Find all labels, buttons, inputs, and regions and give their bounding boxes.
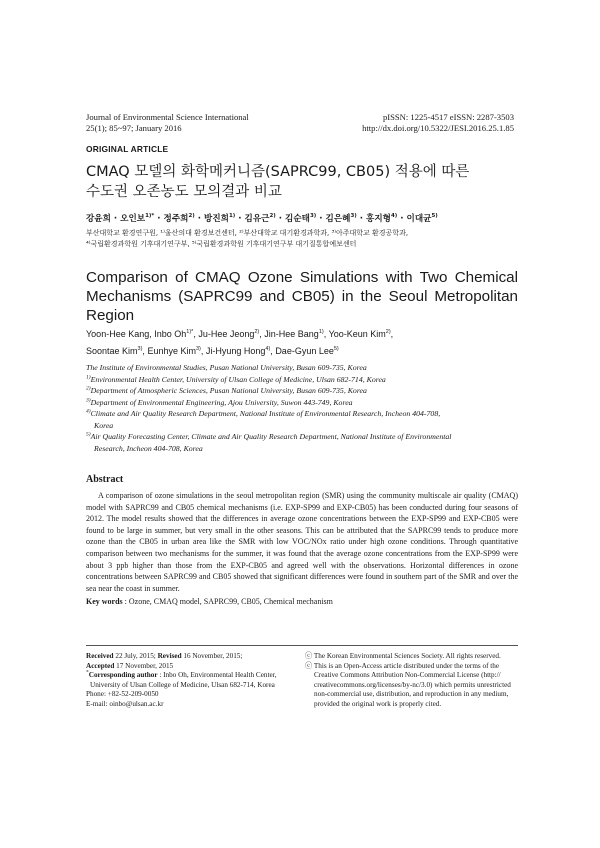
corresponding-text: : Inbo Oh, Environmental Health Center, — [157, 671, 277, 680]
journal-name: Journal of Environmental Science International — [86, 112, 249, 122]
english-author-line1: Yoon-Hee Kang, Inbo $Oh^{1)*}$, Ju-Hee Jeong$^{2)}$, Jin-Hee Bang$^{1)}$, Yoo-Keun Kim$^{2)}$, — [86, 329, 394, 339]
abstract-heading: Abstract — [86, 474, 124, 485]
license-line4: non-commercial use, distribution, and reproduction in any medium, — [314, 690, 509, 699]
journal-doi[interactable]: http://dx.doi.org/10.5322/JESI.2016.25.1.85 — [362, 123, 514, 133]
korean-title-line2: 수도권 오존농도 모의결과 비교 — [86, 184, 282, 200]
affiliation-marker: 3) — [86, 396, 91, 403]
english-title-line1: Comparison of CMAQ Ozone Simulations with Two Chemical — [86, 269, 518, 286]
affiliation-item — [86, 397, 518, 409]
english-title-line2: Mechanisms (SAPRC99 and CB05) in the Seoul Metropolitan — [86, 288, 518, 305]
affiliation-marker: 1) — [86, 373, 91, 380]
affiliation-continuation: Research, Incheon 404-708, Korea — [94, 443, 203, 453]
author-affiliation-marker: 1) — [318, 329, 324, 335]
author-affiliation-marker: 4) — [390, 213, 398, 220]
affiliation-item — [86, 362, 518, 374]
author-affiliation-marker: 1)* — [186, 329, 194, 335]
journal-header-left — [86, 112, 249, 134]
author-name: 강윤희 — [86, 214, 111, 224]
author-affiliation-marker: 3) — [195, 346, 201, 352]
license-line2: Creative Commons Attribution Non-Commercial License (http:// — [314, 671, 501, 680]
received-label: Received — [86, 652, 114, 660]
author-affiliation-marker: 2) — [254, 329, 260, 335]
author-name: Dae-Gyun Lee — [275, 346, 334, 356]
korean-author-list: 강윤희 · 오인보$^{1)*}$ · 정주희$^{2)}$ · 방진희$^{1)}$ · 김유근$^{2)}$ · 김순태$^{3)}$ · 김은혜$^{3)}$ · 홍지형$^{4)}$ · 이대균$^{5)}$ — [86, 213, 438, 224]
author-name: Yoon-Hee Kang — [86, 329, 150, 339]
keywords-text: : Ozone, CMAQ model, SAPRC99, CB05, Chemical mechanism — [122, 597, 333, 606]
author-name: Soontae Kim — [86, 346, 138, 356]
license-line1: ⓒ This is an Open-Access article distributed under the terms of the — [305, 661, 500, 670]
author-name: 홍지형 — [366, 214, 391, 224]
received-date: 22 July, 2015; — [113, 652, 158, 660]
author-affiliation-marker: 3) — [350, 213, 357, 220]
author-name: Inbo Oh — [154, 329, 187, 339]
affiliation-marker: 2) — [86, 385, 91, 392]
email[interactable]: E-mail: oinbo@ulsan.ac.kr — [86, 699, 164, 708]
english-author-line2: Soontae Kim$^{3)}$, Eunhye Kim$^{3)}$, Ji-Hyung Hong$^{4)}$, Dae-Gyun Lee$^{5)}$ — [86, 346, 339, 356]
author-name: 김유근 — [244, 214, 270, 224]
corr-star: * — [86, 669, 89, 676]
author-name: 방진희 — [204, 214, 229, 224]
author-name: Eunhye Kim — [147, 346, 196, 356]
korean-affiliations — [86, 228, 526, 250]
affiliation-text: Air Quality Forecasting Center, Climate and Air Quality Research Department, National Institute of Environmental — [90, 432, 452, 441]
english-title — [86, 268, 518, 325]
author-name: 김은혜 — [325, 214, 351, 224]
affiliation-marker: 4) — [86, 408, 91, 415]
phone: Phone: +82-52-209-0050 — [86, 690, 159, 699]
corresponding-label: Corresponding author — [88, 671, 158, 680]
author-name: 김순태 — [285, 214, 310, 224]
author-name: 이대균 — [406, 214, 432, 224]
author-name: 정주희 — [163, 214, 189, 224]
author-affiliation-marker: 1)* — [145, 213, 155, 220]
affiliation-item — [86, 385, 518, 397]
affiliation-text: Environmental Health Center, University of Ulsan College of Medicine, Ulsan 682-714, Korea — [90, 374, 386, 384]
keywords — [86, 597, 333, 606]
footer-correspondence — [86, 652, 301, 710]
english-author-list — [86, 326, 526, 360]
author-affiliation-marker: 3) — [309, 213, 317, 220]
affiliation-text: The Institute of Environmental Studies, Pusan National University, Busan 609-735, Korea — [86, 363, 367, 372]
affiliation-item — [86, 408, 518, 420]
article-type-label: ORIGINAL ARTICLE — [86, 144, 169, 154]
author-affiliation-marker: 2) — [385, 329, 391, 335]
author-affiliation-marker: 5) — [431, 213, 438, 220]
affiliation-list — [86, 362, 518, 454]
author-affiliation-marker: 2) — [269, 213, 276, 220]
journal-issn: pISSN: 1225-4517 eISSN: 2287-3503 — [382, 112, 514, 122]
author-affiliation-marker: 5) — [333, 346, 339, 352]
english-title-line3: Region — [86, 307, 135, 324]
korean-affiliation-line1: 부산대학교 환경연구원, ¹⁾울산의대 환경보건센터, ²⁾부산대학교 대기환경과학과, ³⁾아주대학교 환경공학과, — [86, 229, 409, 237]
author-name: Ju-Hee Jeong — [198, 329, 255, 339]
author-affiliation-marker: 2) — [188, 213, 195, 220]
author-affiliation-marker: 4) — [265, 346, 271, 352]
affiliation-text: Department of Environmental Engineering, Ajou University, Suwon 443-749, Korea — [90, 397, 353, 407]
affiliation-item — [86, 374, 518, 386]
korean-title — [86, 162, 469, 202]
author-affiliation-marker: 1) — [228, 213, 236, 220]
footer-rule — [86, 645, 518, 646]
corresponding-address: University of Ulsan College of Medicine, Ulsan 682-714, Korea — [90, 680, 275, 689]
journal-header-right — [362, 112, 514, 134]
copyright-line: ⓒ The Korean Environmental Sciences Society. All rights reserved. — [305, 652, 501, 660]
affiliation-text: Climate and Air Quality Research Department, National Institute of Environmental Research, Incheon 404-708, — [90, 409, 441, 418]
journal-issue: 25(1); 85~97; January 2016 — [86, 123, 182, 133]
author-name: Yoo-Keun Kim — [328, 329, 386, 339]
license-line5: provided the original work is properly cited. — [314, 699, 442, 708]
author-affiliation-marker: 3) — [137, 346, 143, 352]
author-name: Ji-Hyung Hong — [205, 346, 266, 356]
author-name: Jin-Hee Bang — [264, 329, 319, 339]
author-name: 오인보 — [120, 214, 146, 224]
footer-license — [305, 652, 518, 710]
affiliation-continuation: Korea — [94, 420, 114, 430]
affiliation-marker: 5) — [86, 431, 91, 438]
affiliation-text: Department of Atmospheric Sciences, Pusan National University, Busan 609-735, Korea — [90, 386, 367, 395]
korean-affiliation-line2: ⁴⁾국립환경과학원 기후대기연구부, ⁵⁾국립환경과학원 기후대기연구부 대기질통합예보센터 — [86, 240, 357, 248]
abstract-body: A comparison of ozone simulations in the seoul metropolitan region (SMR) using the community multiscale air quality (CMAQ) model with SAPRC99 and CB05 chemical mechanisms (i.e. EXP-SP99 and EXP-CB05) has been conducted during four seasons of 2012. The model results showed that the differences in average ozone concentrations between the EXP-SP99 and EXP-CB05 were found to be large in summer, but very small in the other seasons. This can be attributed that the SAPRC99 tends to produce more ozone than the CB05 in urban area like the SMR with low VOC/NOx ratio under high ozone conditions. Through quantitative comparison between two mechanisms for the summer, it was found that the average ozone concentrations from the EXP-SP99 were about 3 ppb higher than those from the EXP-CB05 and agreed well with the observations. Horizontal differences in ozone concentrations between SAPRC99 and CB05 showed that significant differences were found in southern part of the SMR and over the sea near the coast in summer. — [86, 491, 518, 593]
license-line3[interactable]: creativecommons.org/licenses/by-nc/3.0) which permits unrestricted — [314, 680, 511, 689]
keywords-label: Key words — [86, 597, 123, 606]
revised-label: Revised — [157, 652, 182, 660]
revised-date: 16 November, 2015; — [181, 652, 243, 660]
accepted-date: 17 November, 2015 — [114, 661, 174, 670]
affiliation-item — [86, 431, 518, 443]
accepted-label: Accepted — [86, 661, 115, 670]
korean-title-line1: CMAQ 모델의 화학메커니즘(SAPRC99, CB05) 적용에 따른 — [86, 164, 470, 180]
